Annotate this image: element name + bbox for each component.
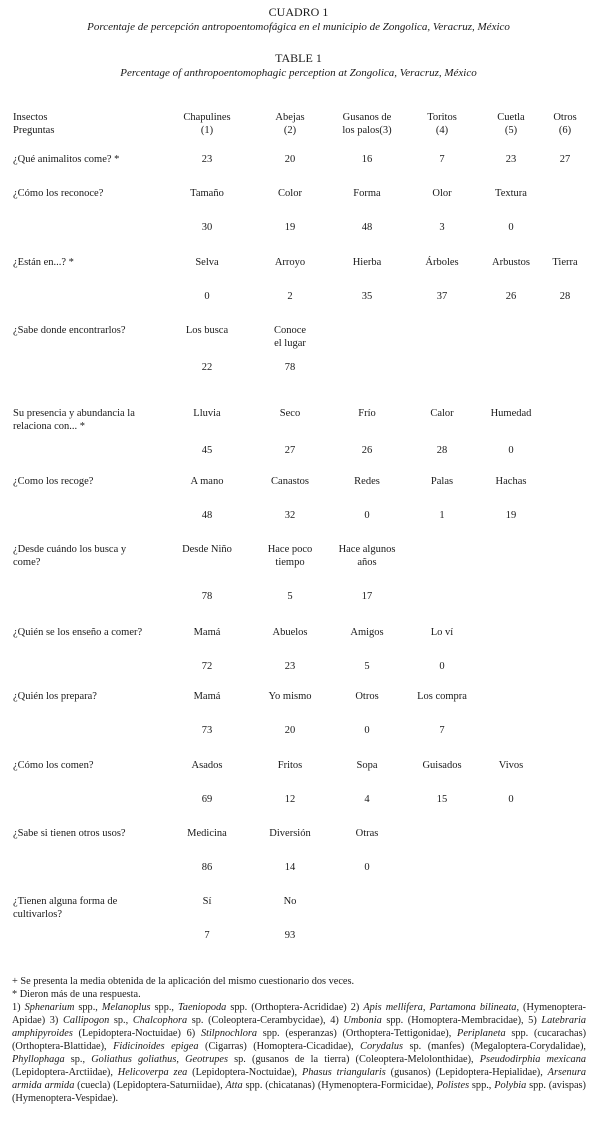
answer-option-line: Conoce [273, 325, 307, 336]
percentage-value-line: 14 [284, 862, 296, 873]
percentage-value-line: 7 [439, 725, 445, 736]
answer-option [167, 475, 247, 488]
answer-option [167, 543, 247, 556]
percentage-value [250, 861, 330, 874]
percentage-value-line: 20 [284, 725, 296, 736]
percentage-value [167, 861, 247, 874]
percentage-value-line: 26 [505, 291, 517, 302]
answer-option-line: Lluvia [193, 408, 221, 419]
answer-option-line: Hachas [495, 476, 527, 487]
percentage-value-line: 0 [508, 794, 514, 805]
answer-option [250, 759, 330, 772]
answer-option [250, 690, 330, 703]
note-text: (Hymenoptera-Apidae) 3) [12, 1002, 586, 1026]
taxon-name: Melanoplus [101, 1002, 151, 1013]
answer-option-line: Sopa [356, 760, 378, 771]
question-label [13, 407, 161, 433]
question-label-line: ¿Cómo los reconoce? [13, 188, 104, 199]
answer-option [471, 187, 551, 200]
answer-option-line: Tamaño [190, 188, 224, 199]
percentage-value-line: 28 [559, 291, 571, 302]
taxon-name: Umbonia [343, 1015, 382, 1026]
footnote-multiple: * Dieron más de una respuesta. [12, 989, 141, 1000]
answer-option [402, 690, 482, 703]
column-header [402, 111, 482, 137]
percentage-value [327, 153, 407, 166]
note-text: spp. (avispas)(Hymenoptera-Vespidae). [12, 1080, 586, 1104]
percentage-value-line: 48 [201, 510, 213, 521]
percentage-value-line: 0 [204, 291, 210, 302]
answer-option-line: Hierba [352, 257, 382, 268]
percentage-value [250, 590, 330, 603]
column-header-line: (4) [435, 125, 449, 136]
note-text: (gusanos) (Lepidoptera-Hepialidae), [385, 1067, 548, 1078]
percentage-value [471, 793, 551, 806]
percentage-value-line: 5 [364, 661, 370, 672]
percentage-value [327, 444, 407, 457]
percentage-value [471, 444, 551, 457]
answer-option [525, 256, 597, 269]
question-label-line: ¿Cómo los comen? [13, 760, 94, 771]
percentage-value [402, 221, 482, 234]
percentage-value-line: 26 [361, 445, 373, 456]
question-label-line: ¿Quién los prepara? [13, 691, 97, 702]
answer-option [250, 895, 330, 908]
percentage-value [167, 221, 247, 234]
note-text: sp., [64, 1054, 92, 1065]
answer-option [167, 626, 247, 639]
taxon-name: Callipogon [62, 1015, 110, 1026]
question-label [13, 543, 161, 569]
question-label-line: come? [13, 557, 41, 568]
answer-option [471, 475, 551, 488]
answer-option-line: años [357, 557, 377, 568]
answer-option-line: Color [278, 188, 302, 199]
column-header [250, 111, 330, 137]
answer-option-line: Asados [191, 760, 223, 771]
percentage-value-line: 15 [436, 794, 448, 805]
answer-option [250, 256, 330, 269]
percentage-value [167, 290, 247, 303]
answer-option [167, 187, 247, 200]
answer-option [402, 407, 482, 420]
percentage-value [327, 509, 407, 522]
answer-option-line: Otros [355, 691, 379, 702]
percentage-value [167, 444, 247, 457]
answer-option-line: Amigos [350, 627, 384, 638]
note-text: (Lepidoptera-Noctuidae), [187, 1067, 302, 1078]
column-header-line: Abejas [275, 112, 305, 123]
percentage-value [327, 660, 407, 673]
percentage-value [167, 929, 247, 942]
answer-option-line: Seco [279, 408, 301, 419]
taxon-name: Sphenarium [24, 1002, 75, 1013]
note-text: 1) [12, 1002, 25, 1013]
answer-option-line: Abuelos [272, 627, 308, 638]
question-label-line: ¿Sabe donde encontrarlos? [13, 325, 126, 336]
header-row-label-line: Insectos [13, 112, 48, 123]
column-header-line: Chapulines [183, 112, 231, 123]
answer-option-line: Diversión [269, 828, 311, 839]
percentage-value-line: 7 [439, 154, 445, 165]
answer-option-line: Guisados [422, 760, 462, 771]
table-subtitle: Percentage of anthropoentomophagic perception at Zongolica, Veracruz, México [120, 67, 477, 79]
answer-option [250, 827, 330, 840]
note-text: sp. (gusanos de la tierra) (Coleoptera-Melolonthidae), [227, 1054, 480, 1065]
percentage-value-line: 1 [439, 510, 445, 521]
taxon-name: Polybia [494, 1080, 527, 1091]
taxon-name: Helicoverpa zea [117, 1067, 188, 1078]
taxon-name: Latebraria amphipyroides [12, 1015, 587, 1039]
answer-option [167, 895, 247, 908]
percentage-value-line: 23 [201, 154, 213, 165]
percentage-value-line: 22 [201, 362, 213, 373]
percentage-value-line: 16 [361, 154, 373, 165]
percentage-value-line: 0 [508, 222, 514, 233]
percentage-value-line: 19 [284, 222, 296, 233]
percentage-value [167, 660, 247, 673]
taxon-name: Periplaneta [457, 1028, 506, 1039]
answer-option-line: Forma [353, 188, 381, 199]
percentage-value [250, 153, 330, 166]
question-label-line: relaciona con... * [13, 421, 86, 432]
percentage-value [402, 724, 482, 737]
percentage-value [250, 444, 330, 457]
answer-option-line: Mamá [193, 691, 221, 702]
percentage-value-line: 0 [364, 862, 370, 873]
taxon-name: Phasus triangularis [301, 1067, 386, 1078]
percentage-value [327, 590, 407, 603]
answer-option [167, 407, 247, 420]
percentage-value-line: 0 [364, 725, 370, 736]
footnote-mean: + Se presenta la media obtenida de la aplicación del mismo cuestionario dos veces. [12, 976, 355, 987]
answer-option-line: Humedad [490, 408, 532, 419]
answer-option [167, 256, 247, 269]
question-label-line: ¿Como los recoge? [13, 476, 94, 487]
note-text: spp. (chicatanas) (Hymenoptera-Formicidae), [242, 1080, 437, 1091]
answer-option-line: Hace algunos [338, 544, 396, 555]
answer-option-line: Selva [195, 257, 219, 268]
percentage-value-line: 30 [201, 222, 213, 233]
header-row-label-line: Preguntas [13, 125, 55, 136]
percentage-value-line: 35 [361, 291, 373, 302]
taxon-name: Atta [225, 1080, 243, 1091]
column-header-line: Gusanos de [342, 112, 392, 123]
question-label-line: ¿Sabe si tienen otros usos? [13, 828, 126, 839]
question-label-line: ¿Desde cuándo los busca y [13, 544, 127, 555]
question-label-line: ¿Quién se los enseño a comer? [13, 627, 143, 638]
answer-option [167, 759, 247, 772]
answer-option-line: Tierra [552, 257, 578, 268]
taxon-name: Goliathus goliathus [91, 1054, 177, 1065]
answer-option [327, 759, 407, 772]
percentage-value [327, 724, 407, 737]
question-label-line: Su presencia y abundancia la [13, 408, 135, 419]
percentage-value [250, 221, 330, 234]
column-header-line: (1) [200, 125, 214, 136]
percentage-value-line: 78 [201, 591, 213, 602]
note-text: spp. (Homoptera-Membracidae), 5) [381, 1015, 542, 1026]
percentage-value [471, 221, 551, 234]
percentage-value [525, 290, 597, 303]
percentage-value [250, 793, 330, 806]
column-header [327, 111, 407, 137]
percentage-value [167, 509, 247, 522]
answer-option-line: Árboles [425, 257, 459, 268]
note-text: spp. (esperanzas) (Orthoptera-Tettigonidae), [257, 1028, 458, 1039]
answer-option-line: No [283, 896, 297, 907]
answer-option [167, 690, 247, 703]
percentage-value-line: 27 [559, 154, 571, 165]
answer-option [327, 690, 407, 703]
percentage-value-line: 32 [284, 510, 296, 521]
answer-option-line: Frío [358, 408, 376, 419]
answer-option-line: Vivos [498, 760, 524, 771]
answer-option [250, 324, 330, 350]
percentage-value [167, 590, 247, 603]
percentage-value-line: 45 [201, 445, 213, 456]
answer-option [250, 187, 330, 200]
percentage-value [402, 509, 482, 522]
percentage-value-line: 19 [505, 510, 517, 521]
note-text: spp., [469, 1080, 495, 1091]
answer-option-line: Desde Niño [182, 544, 232, 555]
table-title: TABLE 1 [275, 51, 322, 65]
question-label [13, 895, 161, 921]
column-header [167, 111, 247, 137]
taxon-name: Arsenura armida armida [12, 1067, 586, 1091]
answer-option [250, 543, 330, 569]
cuadro-subtitle: Porcentaje de percepción antropoentomofágica en el municipio de Zongolica, Veracruz, México [87, 21, 510, 33]
taxon-name: Phyllophaga [12, 1054, 65, 1065]
percentage-value [250, 361, 330, 374]
percentage-value [402, 290, 482, 303]
percentage-value-line: 78 [284, 362, 296, 373]
percentage-value-line: 3 [439, 222, 445, 233]
taxon-name: Apis mellifera, Partamona bilineata, [363, 1002, 520, 1013]
question-label [13, 827, 161, 840]
answer-option-line: Fritos [277, 760, 303, 771]
percentage-value [167, 153, 247, 166]
percentage-value [402, 660, 482, 673]
percentage-value-line: 0 [439, 661, 445, 672]
answer-option-line: Olor [432, 188, 452, 199]
percentage-value-line: 4 [364, 794, 370, 805]
taxon-name: Fidicinoides epigea [113, 1041, 199, 1052]
column-header-line: (5) [504, 125, 518, 136]
percentage-value-line: 7 [204, 930, 210, 941]
note-text: (Lepidoptera-Arctiidae), [12, 1067, 118, 1078]
answer-option [402, 759, 482, 772]
taxon-name: Pseudodirphia mexicana [479, 1054, 587, 1065]
answer-option [327, 626, 407, 639]
percentage-value-line: 17 [361, 591, 373, 602]
percentage-value [327, 221, 407, 234]
answer-option [402, 475, 482, 488]
answer-option [167, 827, 247, 840]
answer-option [327, 407, 407, 420]
answer-option-line: Sí [202, 896, 212, 907]
percentage-value [327, 793, 407, 806]
note-text: sp., [109, 1015, 133, 1026]
percentage-value-line: 69 [201, 794, 213, 805]
percentage-value-line: 20 [284, 154, 296, 165]
percentage-value [402, 793, 482, 806]
answer-option-line: Los busca [185, 325, 229, 336]
percentage-value [167, 793, 247, 806]
percentage-value-line: 23 [505, 154, 517, 165]
column-header-line: (6) [558, 125, 572, 136]
answer-option [402, 626, 482, 639]
answer-option [327, 256, 407, 269]
percentage-value [250, 724, 330, 737]
percentage-value [167, 724, 247, 737]
note-text: spp., [150, 1002, 179, 1013]
percentage-value-line: 12 [284, 794, 296, 805]
answer-option-line: tiempo [275, 557, 305, 568]
answer-option-line: Otras [355, 828, 379, 839]
answer-option-line: Mamá [193, 627, 221, 638]
note-text: , [176, 1054, 186, 1065]
percentage-value-line: 2 [287, 291, 293, 302]
note-text: (Lepidoptera-Noctuidae) 6) [72, 1028, 201, 1039]
cuadro-title: CUADRO 1 [268, 5, 329, 19]
percentage-value-line: 48 [361, 222, 373, 233]
taxon-name: Corydalus [360, 1041, 403, 1052]
note-text: spp., [74, 1002, 102, 1013]
question-label [13, 324, 161, 337]
answer-option [327, 543, 407, 569]
column-header-line: Cuetla [497, 112, 525, 123]
answer-option-line: Lo ví [430, 627, 454, 638]
percentage-value [402, 444, 482, 457]
percentage-value [471, 509, 551, 522]
question-label [13, 187, 161, 200]
answer-option [327, 827, 407, 840]
answer-option-line: Arroyo [274, 257, 306, 268]
answer-option-line: Redes [354, 476, 380, 487]
taxon-name: Chalcophora [132, 1015, 188, 1026]
answer-option-line: Canastos [271, 476, 309, 487]
question-label-line: cultivarlos? [13, 909, 62, 920]
answer-option [250, 407, 330, 420]
answer-option [250, 475, 330, 488]
percentage-value-line: 86 [201, 862, 213, 873]
question-label [13, 690, 161, 703]
percentage-value [250, 509, 330, 522]
question-label [13, 759, 161, 772]
percentage-value-line: 23 [284, 661, 296, 672]
answer-option-line: A mano [190, 476, 224, 487]
answer-option-line: Los compra [417, 691, 467, 702]
taxon-name: Geotrupes [185, 1054, 228, 1065]
answer-option-line: Textura [495, 188, 527, 199]
percentage-value [525, 153, 597, 166]
answer-option-line: Arbustos [492, 257, 530, 268]
percentage-value [167, 361, 247, 374]
answer-option-line: Hace poco [267, 544, 313, 555]
percentage-value-line: 72 [201, 661, 213, 672]
question-label [13, 475, 161, 488]
percentage-value-line: 0 [364, 510, 370, 521]
column-header-line: Otros [553, 112, 577, 123]
species-note [12, 1001, 586, 1105]
note-text: spp. (Orthoptera-Acrididae) 2) [226, 1002, 364, 1013]
note-text: sp. (manfes) (Megaloptera-Corydalidae), [403, 1041, 586, 1052]
column-header-line: Toritos [427, 112, 457, 123]
answer-option-line: Palas [430, 476, 454, 487]
percentage-value [250, 660, 330, 673]
taxon-name: Stilpnochlora [200, 1028, 257, 1039]
answer-option [250, 626, 330, 639]
footnotes [12, 975, 586, 1105]
column-header-line: los palos(3) [342, 125, 392, 136]
column-header-line: (2) [283, 125, 297, 136]
question-label [13, 153, 161, 166]
column-header [525, 111, 597, 137]
percentage-value-line: 5 [287, 591, 293, 602]
note-text: (Cigarras) (Homoptera-Cicadidae), [198, 1041, 361, 1052]
answer-option [327, 187, 407, 200]
taxon-name: Polistes [436, 1080, 470, 1091]
question-label-line: ¿Están en...? * [13, 257, 74, 268]
answer-option [402, 187, 482, 200]
question-label [13, 256, 161, 269]
percentage-value-line: 28 [436, 445, 448, 456]
answer-option-line: el lugar [274, 338, 306, 349]
answer-option [471, 759, 551, 772]
answer-option-line: Yo mismo [268, 691, 312, 702]
percentage-value-line: 37 [436, 291, 448, 302]
note-text: sp. (Coleoptera-Cerambycidae), 4) [187, 1015, 344, 1026]
percentage-value [327, 861, 407, 874]
percentage-value [327, 290, 407, 303]
percentage-value-line: 27 [284, 445, 296, 456]
percentage-value-line: 73 [201, 725, 213, 736]
percentage-value-line: 93 [284, 930, 296, 941]
answer-option [471, 407, 551, 420]
answer-option [402, 256, 482, 269]
answer-option-line: Calor [430, 408, 454, 419]
percentage-value [250, 290, 330, 303]
taxon-name: Taeniopoda [178, 1002, 227, 1013]
question-label-line: ¿Qué animalitos come? * [13, 154, 120, 165]
percentage-value-line: 0 [508, 445, 514, 456]
question-label [13, 626, 161, 639]
note-text: (cuecla) (Lepidoptera-Saturniidae), [74, 1080, 226, 1091]
answer-option [327, 475, 407, 488]
answer-option [167, 324, 247, 337]
question-label-line: ¿Tienen alguna forma de [13, 896, 118, 907]
percentage-value [402, 153, 482, 166]
answer-option-line: Medicina [187, 828, 227, 839]
percentage-value [250, 929, 330, 942]
header-row-label [13, 111, 161, 137]
note-text: spp. (cucarachas) (Orthoptera-Blattidae), [12, 1028, 587, 1052]
